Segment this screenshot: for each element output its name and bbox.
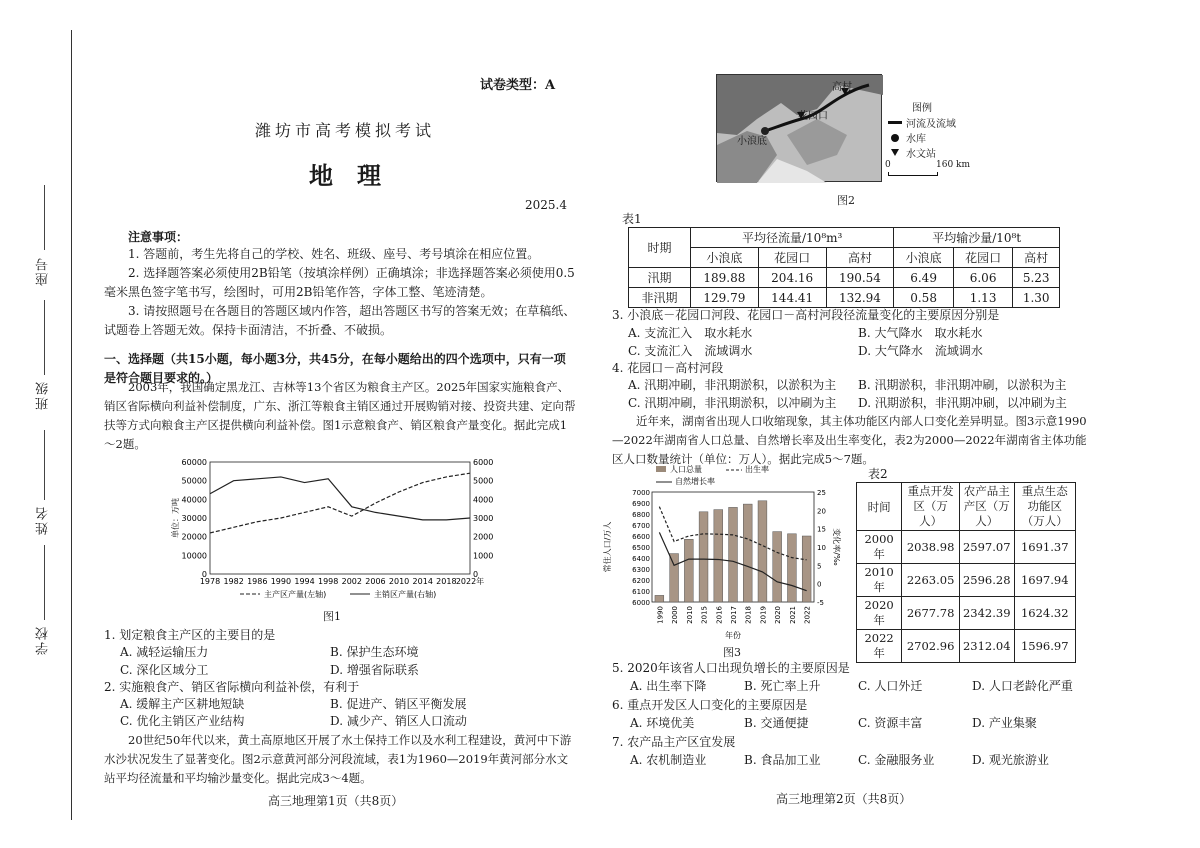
y-tick-right: -5 — [817, 599, 824, 607]
station-icon — [891, 149, 899, 156]
y-tick-right: 5000 — [473, 476, 494, 486]
table-cell: 2263.05 — [902, 564, 960, 597]
table-1-label: 表1 — [622, 212, 642, 226]
bar-population — [758, 501, 767, 602]
q1-option-a[interactable]: A. 减轻运输压力 — [120, 645, 209, 659]
q7-option-d[interactable]: D. 观光旅游业 — [972, 753, 1049, 767]
y-tick-right: 2000 — [473, 532, 494, 542]
x-tick: 2022年 — [455, 577, 485, 586]
bar-population — [743, 504, 752, 602]
figure-1-caption: 图1 — [323, 610, 341, 623]
series-line — [210, 473, 470, 533]
table-1 — [628, 227, 1060, 308]
q4-options-row2 — [628, 394, 1088, 413]
x-tick: 2015 — [700, 606, 709, 624]
table-cell: 129.79 — [691, 288, 759, 308]
y-axis-label: 单位：万吨 — [171, 498, 180, 538]
table-1-station: 高村 — [826, 248, 894, 268]
y-tick-right: 0 — [473, 570, 479, 579]
intro-3: 近年来，湖南省出现人口收缩现象，其主体功能区内部人口变化差异明显。图3示意1990—2022年湖南省人口总量、自然增长率及出生率变化，表2为2000—2022年湖南省主体功能区人口数量统计（单位：万人）。据此完成5～7题。 — [612, 414, 1087, 466]
q7-options — [630, 751, 1086, 770]
y-tick-right: 6000 — [473, 458, 494, 467]
x-tick: 2014 — [412, 577, 433, 586]
q6-options — [630, 714, 1086, 733]
q3-option-a[interactable]: A. 支流汇入 取水耗水 — [628, 326, 753, 340]
class-blank[interactable] — [44, 300, 45, 375]
q2-stem: 2. 实施粮食产、销区省际横向利益补偿，有利于 — [104, 680, 360, 694]
table-cell: 2038.98 — [902, 531, 960, 564]
footer-left: 高三地理第1页（共8页） — [268, 794, 404, 808]
table-cell: 189.88 — [691, 268, 759, 288]
q1-options-row1 — [120, 643, 540, 662]
x-tick: 1994 — [294, 577, 315, 586]
bar-population — [670, 554, 679, 602]
q5-option-a[interactable]: A. 出生率下降 — [630, 679, 707, 693]
table-2-header-eco: 重点生态功能区（万人） — [1014, 483, 1075, 531]
map-scale-160: 160 km — [936, 160, 971, 170]
x-tick: 1986 — [247, 577, 268, 586]
q6-option-b[interactable]: B. 交通便捷 — [744, 716, 809, 730]
y-tick-left: 30000 — [181, 514, 207, 523]
x-tick: 2000 — [671, 606, 680, 624]
x-tick: 2006 — [365, 577, 386, 586]
y-axis-label-left: 常住人口/万人 — [603, 521, 612, 573]
q5-options — [630, 677, 1086, 696]
y-tick-right: 25 — [817, 489, 826, 497]
q7-option-b[interactable]: B. 食品加工业 — [744, 753, 821, 767]
table-1-station: 花园口 — [758, 248, 826, 268]
y-tick-right: 10 — [817, 544, 826, 552]
y-tick-right: 5 — [817, 562, 822, 571]
subject-title: 地 理 — [309, 162, 381, 190]
x-tick: 2010 — [685, 606, 694, 624]
table-cell: 2596.28 — [959, 564, 1014, 597]
y-tick-left: 6500 — [632, 544, 650, 552]
table-cell: 汛期 — [629, 268, 691, 288]
y-tick-right: 0 — [817, 580, 822, 589]
bar-population — [787, 534, 796, 602]
intro-2: 20世纪50年代以来，黄土高原地区开展了水土保持工作以及水利工程建设，黄河中下游水沙状况发生了显著变化。图2示意黄河部分河段流域，表1为1960—2019年黄河部分水文站平均径流量和平均输沙量变化。据此完成3～4题。 — [104, 733, 572, 785]
exam-date: 2025.4 — [525, 198, 567, 212]
table-2-header-agri: 农产品主产区（万人） — [959, 483, 1014, 531]
y-tick-left: 6000 — [632, 599, 650, 607]
q1-option-b[interactable]: B. 保护生态环境 — [330, 645, 419, 659]
binding-line — [71, 30, 72, 820]
table-cell: 144.41 — [758, 288, 826, 308]
table-cell: 2312.04 — [959, 630, 1014, 663]
q3-option-d[interactable]: D. 大气降水 流域调水 — [858, 344, 983, 358]
q5-option-d[interactable]: D. 人口老龄化严重 — [972, 679, 1073, 693]
q4-option-c[interactable]: C. 汛期冲刷，非汛期淤积，以冲刷为主 — [628, 396, 837, 410]
x-tick: 1978 — [199, 577, 221, 586]
y-tick-left: 60000 — [181, 458, 207, 467]
table-cell: 2597.07 — [959, 531, 1014, 564]
q2-option-b[interactable]: B. 促进产、销区平衡发展 — [330, 697, 467, 711]
q6-option-a[interactable]: A. 环境优美 — [630, 716, 695, 730]
notice-item-3: 3. 请按照题号在各题目的答题区域内作答，超出答题区书写的答案无效；在草稿纸、试题卷上答题无效。保持卡面清洁，不折叠、不破损。 — [104, 304, 576, 337]
table-row — [629, 288, 1060, 308]
q1-option-c[interactable]: C. 深化区域分工 — [120, 663, 209, 677]
map-scale-bar — [888, 172, 938, 176]
notice-title: 注意事项： — [128, 230, 189, 244]
q1-option-d[interactable]: D. 增强省际联系 — [330, 663, 419, 677]
y-tick-left: 6800 — [632, 511, 650, 519]
table-cell: 1624.32 — [1014, 597, 1075, 630]
table-cell: 6.06 — [953, 268, 1013, 288]
plot-frame — [210, 462, 470, 574]
school-blank[interactable] — [44, 545, 45, 620]
map-legend-station: 水文站 — [888, 145, 936, 160]
y-tick-left: 40000 — [181, 495, 207, 505]
x-tick: 2010 — [388, 577, 410, 586]
paper-type: 试卷类型：A — [480, 78, 556, 93]
class-label: 班级 — [36, 380, 51, 410]
seat-label: 座号 — [36, 256, 51, 286]
q5-stem: 5. 2020年该省人口出现负增长的主要原因是 — [612, 661, 850, 675]
legend-natural-label: 自然增长率 — [675, 477, 715, 486]
x-tick: 2021 — [788, 606, 797, 624]
y-tick-left: 6400 — [632, 555, 650, 563]
y-axis-label-right: 变化率/‰ — [832, 528, 841, 566]
q4-options-row1 — [628, 376, 1088, 395]
footer-right: 高三地理第2页（共8页） — [776, 792, 912, 806]
table-row — [857, 630, 1076, 663]
x-tick: 2018 — [436, 577, 457, 586]
q3-option-b[interactable]: B. 大气降水 取水耗水 — [858, 326, 983, 340]
y-tick-left: 6200 — [632, 577, 650, 585]
y-tick-left: 7000 — [632, 489, 650, 497]
q1-stem: 1. 划定粮食主产区的主要目的是 — [104, 628, 276, 642]
y-tick-left: 6700 — [632, 522, 650, 530]
x-tick: 2017 — [730, 606, 738, 624]
table-cell: 2020 年 — [857, 597, 902, 630]
table-cell: 132.94 — [826, 288, 894, 308]
place-gaocun: 高村 — [832, 82, 852, 93]
table-cell: 1.13 — [953, 288, 1013, 308]
table-row — [857, 564, 1076, 597]
bar-population — [655, 595, 664, 602]
map-scale-0: 0 — [885, 160, 891, 170]
figure-3-chart — [600, 462, 840, 642]
x-tick: 2018 — [744, 606, 753, 624]
q4-option-d[interactable]: D. 汛期淤积，非汛期冲刷，以冲刷为主 — [858, 396, 1067, 410]
name-blank[interactable] — [44, 430, 45, 500]
table-cell: 2000 年 — [857, 531, 902, 564]
y-tick-left: 50000 — [181, 476, 207, 486]
y-tick-right: 15 — [817, 525, 826, 534]
bar-population — [773, 532, 782, 602]
figure-3-caption: 图3 — [723, 646, 741, 659]
q4-option-a[interactable]: A. 汛期冲刷，非汛期淤积，以淤积为主 — [628, 378, 837, 392]
figure-1-chart — [170, 454, 510, 606]
table-2-header-time: 时间 — [857, 483, 902, 531]
y-tick-right: 4000 — [473, 495, 494, 505]
table-cell: 2702.96 — [902, 630, 960, 663]
y-tick-right: 3000 — [473, 514, 494, 523]
x-tick: 2002 — [341, 577, 362, 586]
table-1-station: 高村 — [1013, 248, 1060, 268]
x-axis-label: 年份 — [725, 631, 741, 640]
figure-2-caption: 图2 — [837, 194, 855, 207]
place-huayuankou: 花园口 — [798, 111, 828, 122]
q6-stem: 6. 重点开发区人口变化的主要原因是 — [612, 698, 808, 712]
table-row — [629, 268, 1060, 288]
q3-option-c[interactable]: C. 支流汇入 流域调水 — [628, 344, 753, 358]
figure-2-map — [716, 74, 882, 182]
table-1-header-runoff: 平均径流量/10⁸m³ — [691, 228, 894, 248]
map-legend-reservoir: 水库 — [888, 130, 926, 145]
q4-option-b[interactable]: B. 汛期淤积，非汛期冲刷，以淤积为主 — [858, 378, 1067, 392]
x-tick: 1990 — [656, 606, 665, 624]
table-cell: 1596.97 — [1014, 630, 1075, 663]
q3-stem: 3. 小浪底－花园口河段、花园口－高村河段径流量变化的主要原因分别是 — [612, 308, 1000, 322]
q6-option-c[interactable]: C. 资源丰富 — [858, 716, 923, 730]
q2-options-row2 — [120, 712, 540, 731]
table-row — [857, 597, 1076, 630]
seat-blank[interactable] — [44, 185, 45, 250]
x-tick: 1990 — [270, 577, 292, 586]
y-tick-right: 1000 — [473, 551, 494, 561]
table-1-station: 小浪底 — [691, 248, 759, 268]
map-legend-river: 河流及流域 — [888, 115, 956, 130]
y-tick-left: 6600 — [632, 533, 650, 541]
y-tick-left: 6100 — [632, 588, 650, 596]
y-tick-right: 20 — [817, 507, 826, 516]
bar-population — [699, 512, 708, 602]
bar-population — [802, 536, 811, 602]
table-cell: 非汛期 — [629, 288, 691, 308]
q7-stem: 7. 农产品主产区宜发展 — [612, 735, 736, 749]
x-tick: 2020 — [774, 606, 783, 624]
series-line — [210, 477, 470, 520]
intro-1: 2003年，我国确定黑龙江、吉林等13个省区为粮食主产区。2025年国家实施粮食产、销区省际横向利益补偿制度，广东、浙江等粮食主销区通过开展购销对接、投资共建、定向帮扶等方式向粮食主产区提供横向利益补偿。图1示意粮食产、销区粮食产量变化。据此完成1～2题。 — [104, 380, 576, 451]
table-row — [857, 531, 1076, 564]
map-legend-title: 图例 — [912, 103, 932, 114]
legend-total-label: 人口总量 — [670, 465, 702, 474]
notice-item-1: 1. 答题前，考生先将自己的学校、姓名、班级、座号、考号填涂在相应位置。 — [128, 247, 540, 261]
table-cell: 1.30 — [1013, 288, 1060, 308]
y-tick-left: 6300 — [632, 566, 650, 574]
q2-option-a[interactable]: A. 缓解主产区耕地短缺 — [120, 697, 245, 711]
legend-swatch-total — [656, 466, 666, 472]
school-label: 学校 — [36, 625, 51, 655]
place-xiaolangdi: 小浪底 — [737, 136, 767, 147]
x-tick: 2016 — [715, 606, 724, 624]
q5-option-c[interactable]: C. 人口外迁 — [858, 679, 923, 693]
x-tick: 1998 — [318, 577, 339, 586]
notice-item-2: 2. 选择题答案必须使用2B铅笔（按填涂样例）正确填涂；非选择题答案必须使用0.5毫米黑色签字笔书写，绘图时，可用2B铅笔作答，字体工整、笔迹清楚。 — [104, 266, 575, 299]
table-cell: 204.16 — [758, 268, 826, 288]
q6-option-d[interactable]: D. 产业集聚 — [972, 716, 1037, 730]
y-tick-left: 0 — [201, 570, 207, 579]
table-cell: 2010 年 — [857, 564, 902, 597]
river-icon — [888, 121, 902, 124]
q2-option-c[interactable]: C. 优化主销区产业结构 — [120, 714, 245, 728]
x-tick: 1982 — [223, 577, 244, 586]
legend-main-label: 主产区产量(左轴) — [264, 590, 327, 599]
table-cell: 5.23 — [1013, 268, 1060, 288]
table-cell: 6.49 — [894, 268, 954, 288]
table-1-station: 花园口 — [953, 248, 1013, 268]
q5-option-b[interactable]: B. 死亡率上升 — [744, 679, 821, 693]
legend-sales-label: 主销区产量(右轴) — [374, 590, 437, 599]
q2-option-d[interactable]: D. 减少产、销区人口流动 — [330, 714, 467, 728]
table-2-header-dev: 重点开发区（万人） — [902, 483, 960, 531]
x-tick: 2022 — [803, 606, 812, 624]
table-cell: 1691.37 — [1014, 531, 1075, 564]
name-label: 姓名 — [36, 505, 51, 535]
reservoir-icon — [891, 134, 899, 142]
exam-title: 潍坊市高考模拟考试 — [254, 121, 435, 140]
table-cell: 2342.39 — [959, 597, 1014, 630]
q4-stem: 4. 花园口－高村河段 — [612, 361, 724, 375]
table-cell: 0.58 — [894, 288, 954, 308]
q7-option-a[interactable]: A. 农机制造业 — [630, 753, 707, 767]
y-tick-left: 6900 — [632, 500, 650, 508]
table-2-label: 表2 — [868, 467, 888, 481]
table-cell: 1697.94 — [1014, 564, 1075, 597]
table-cell: 2022 年 — [857, 630, 902, 663]
table-2 — [856, 482, 1076, 663]
legend-birth-label: 出生率 — [745, 465, 769, 474]
y-tick-left: 10000 — [181, 551, 207, 561]
q7-option-c[interactable]: C. 金融服务业 — [858, 753, 935, 767]
y-tick-left: 20000 — [181, 532, 207, 542]
table-1-header-period: 时期 — [629, 228, 691, 268]
table-cell: 190.54 — [826, 268, 894, 288]
section-title: 一、选择题（共15小题，每小题3分，共45分，在每小题给出的四个选项中，只有一项是符合题目要求的。） — [104, 352, 566, 385]
table-1-header-sediment: 平均输沙量/10⁸t — [894, 228, 1060, 248]
bar-population — [714, 510, 723, 602]
q3-options-row1 — [628, 324, 1088, 343]
bar-population — [729, 507, 738, 602]
table-1-station: 小浪底 — [894, 248, 954, 268]
x-tick: 2019 — [759, 606, 768, 624]
table-cell: 2677.78 — [902, 597, 960, 630]
bar-population — [684, 539, 693, 602]
